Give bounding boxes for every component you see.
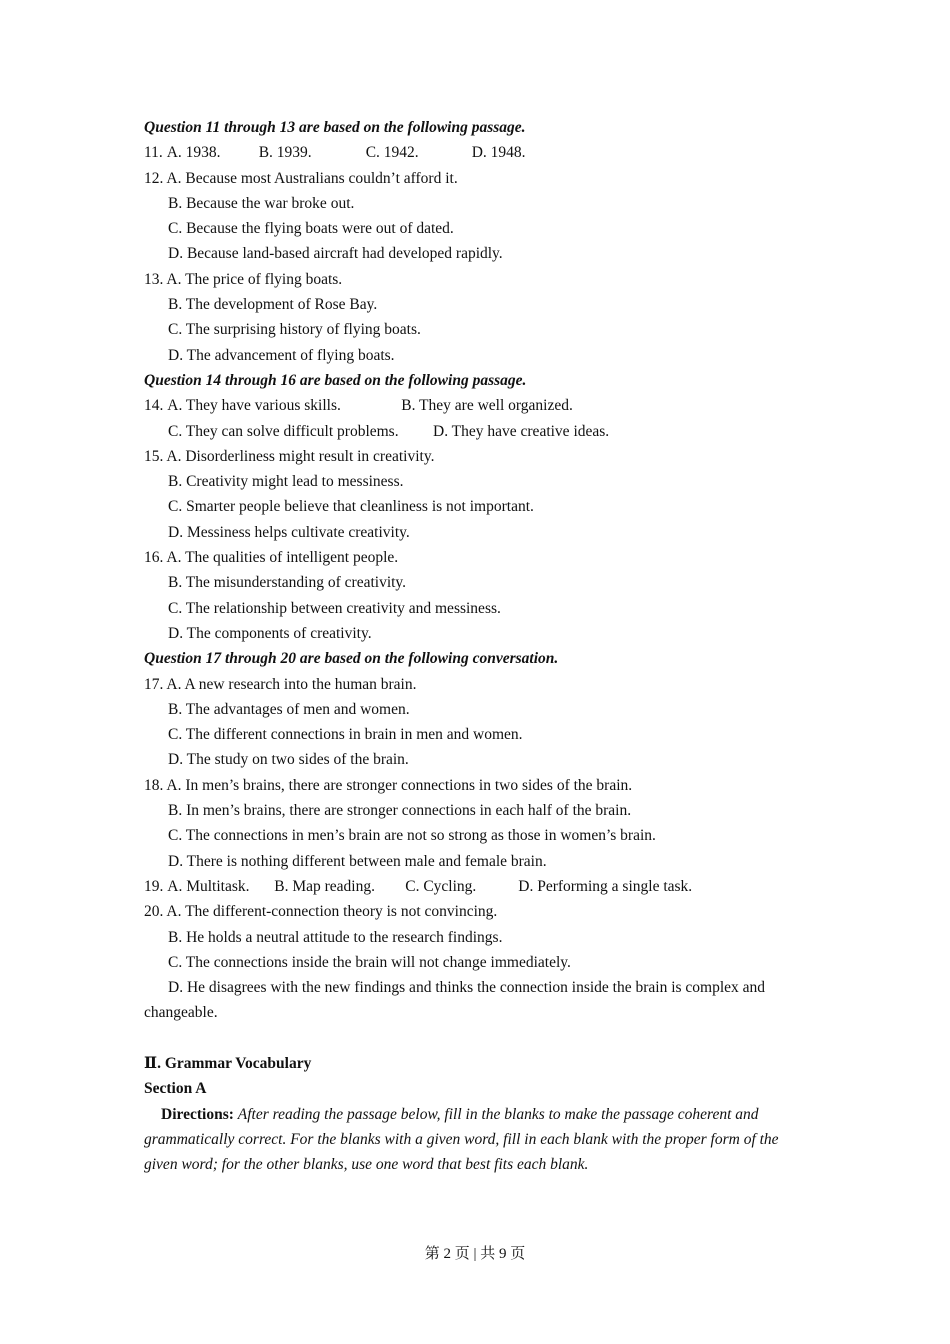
question-number: 17.: [144, 675, 164, 693]
option-d: D. He disagrees with the new findings and thinks the connection inside the brain is complex and: [168, 979, 766, 997]
option-d: D. 1948.: [471, 144, 526, 162]
question-number: 12.: [144, 169, 164, 187]
question-14: [144, 393, 812, 418]
option-d: D. Messiness helps cultivate creativity.: [168, 523, 410, 541]
option-c: C. Cycling.: [405, 877, 477, 895]
option-c: C. 1942.: [365, 144, 419, 162]
section-heading-11-13: Question 11 through 13 are based on the following passage.: [144, 119, 526, 136]
question-17: [144, 672, 812, 697]
question-13: [144, 267, 812, 292]
option-d: D. The study on two sides of the brain.: [168, 751, 409, 769]
question-number: 15.: [144, 447, 164, 465]
option-b: B. They are well organized.: [401, 397, 573, 415]
exam-page: [144, 115, 812, 1177]
option-d-continued: changeable.: [144, 1004, 218, 1022]
option-d: D. The advancement of flying boats.: [168, 346, 395, 364]
question-number: 14.: [144, 397, 164, 415]
section-title: Section A: [144, 1080, 207, 1098]
option-a: A. They have various skills.: [167, 397, 341, 415]
option-d: D. The components of creativity.: [168, 624, 372, 642]
option-d: D. Because land-based aircraft had developed rapidly.: [168, 245, 503, 263]
option-c: C. They can solve difficult problems.: [168, 422, 399, 440]
option-c: C. The connections inside the brain will not change immediately.: [168, 953, 571, 971]
option-b: B. The misunderstanding of creativity.: [168, 574, 407, 592]
question-number: 19.: [144, 877, 164, 895]
option-a: A. In men’s brains, there are stronger connections in two sides of the brain.: [166, 776, 633, 794]
option-a: A. Multitask.: [167, 877, 250, 895]
question-20: [144, 899, 812, 924]
page-footer: 第 2 页 | 共 9 页: [424, 1246, 526, 1262]
option-a: A. The qualities of intelligent people.: [166, 549, 399, 567]
question-14-options-cd: [144, 419, 812, 444]
option-d: D. They have creative ideas.: [433, 422, 610, 440]
directions-text: After reading the passage below, fill in the blanks to make the passage coherent and grammatically correct. For the blanks with a given word, fill in each blank with the proper form of the given word; for the other blanks, use one word that best fits each blank.: [144, 1105, 779, 1174]
question-number: 16.: [144, 549, 164, 567]
question-19: [144, 874, 812, 899]
question-15: [144, 444, 812, 469]
question-number: 13.: [144, 270, 164, 288]
option-c: C. Because the flying boats were out of dated.: [168, 220, 454, 238]
question-12: [144, 166, 812, 191]
option-b: B. He holds a neutral attitude to the research findings.: [168, 928, 503, 946]
option-b: B. Because the war broke out.: [168, 194, 355, 212]
option-a: A. The different-connection theory is not convincing.: [166, 903, 498, 921]
option-a: A. A new research into the human brain.: [166, 675, 417, 693]
question-11: [144, 140, 812, 165]
question-16: [144, 545, 812, 570]
option-a: A. The price of flying boats.: [166, 270, 343, 288]
option-a: A. 1938.: [166, 144, 221, 162]
question-number: 11.: [144, 144, 163, 162]
section-heading-17-20: Question 17 through 20 are based on the following conversation.: [144, 650, 559, 668]
directions-label: Directions:: [161, 1105, 234, 1123]
question-number: 20.: [144, 903, 164, 921]
option-c: C. The surprising history of flying boats.: [168, 321, 421, 339]
option-d: D. There is nothing different between male and female brain.: [168, 852, 547, 870]
option-d: D. Performing a single task.: [518, 877, 693, 895]
option-b: B. The advantages of men and women.: [168, 700, 410, 718]
directions: [144, 1102, 812, 1178]
option-c: C. The different connections in brain in men and women.: [168, 726, 523, 744]
option-b: B. Map reading.: [274, 877, 375, 895]
section-heading-14-16: Question 14 through 16 are based on the following passage.: [144, 371, 527, 389]
spacer: [144, 1026, 812, 1051]
option-a: A. Because most Australians couldn’t afford it.: [166, 169, 458, 187]
option-c: C. The relationship between creativity and messiness.: [168, 599, 501, 617]
option-c: C. Smarter people believe that cleanliness is not important.: [168, 498, 534, 516]
option-c: C. The connections in men’s brain are not so strong as those in women’s brain.: [168, 827, 656, 845]
option-a: A. Disorderliness might result in creativity.: [166, 447, 435, 465]
question-number: 18.: [144, 776, 164, 794]
option-b: B. Creativity might lead to messiness.: [168, 473, 404, 491]
question-18: [144, 773, 812, 798]
option-b: B. The development of Rose Bay.: [168, 296, 378, 314]
option-b: B. In men’s brains, there are stronger connections in each half of the brain.: [168, 802, 632, 820]
part-title: Ⅱ. Grammar Vocabulary: [144, 1054, 312, 1072]
option-b: B. 1939.: [258, 144, 312, 162]
